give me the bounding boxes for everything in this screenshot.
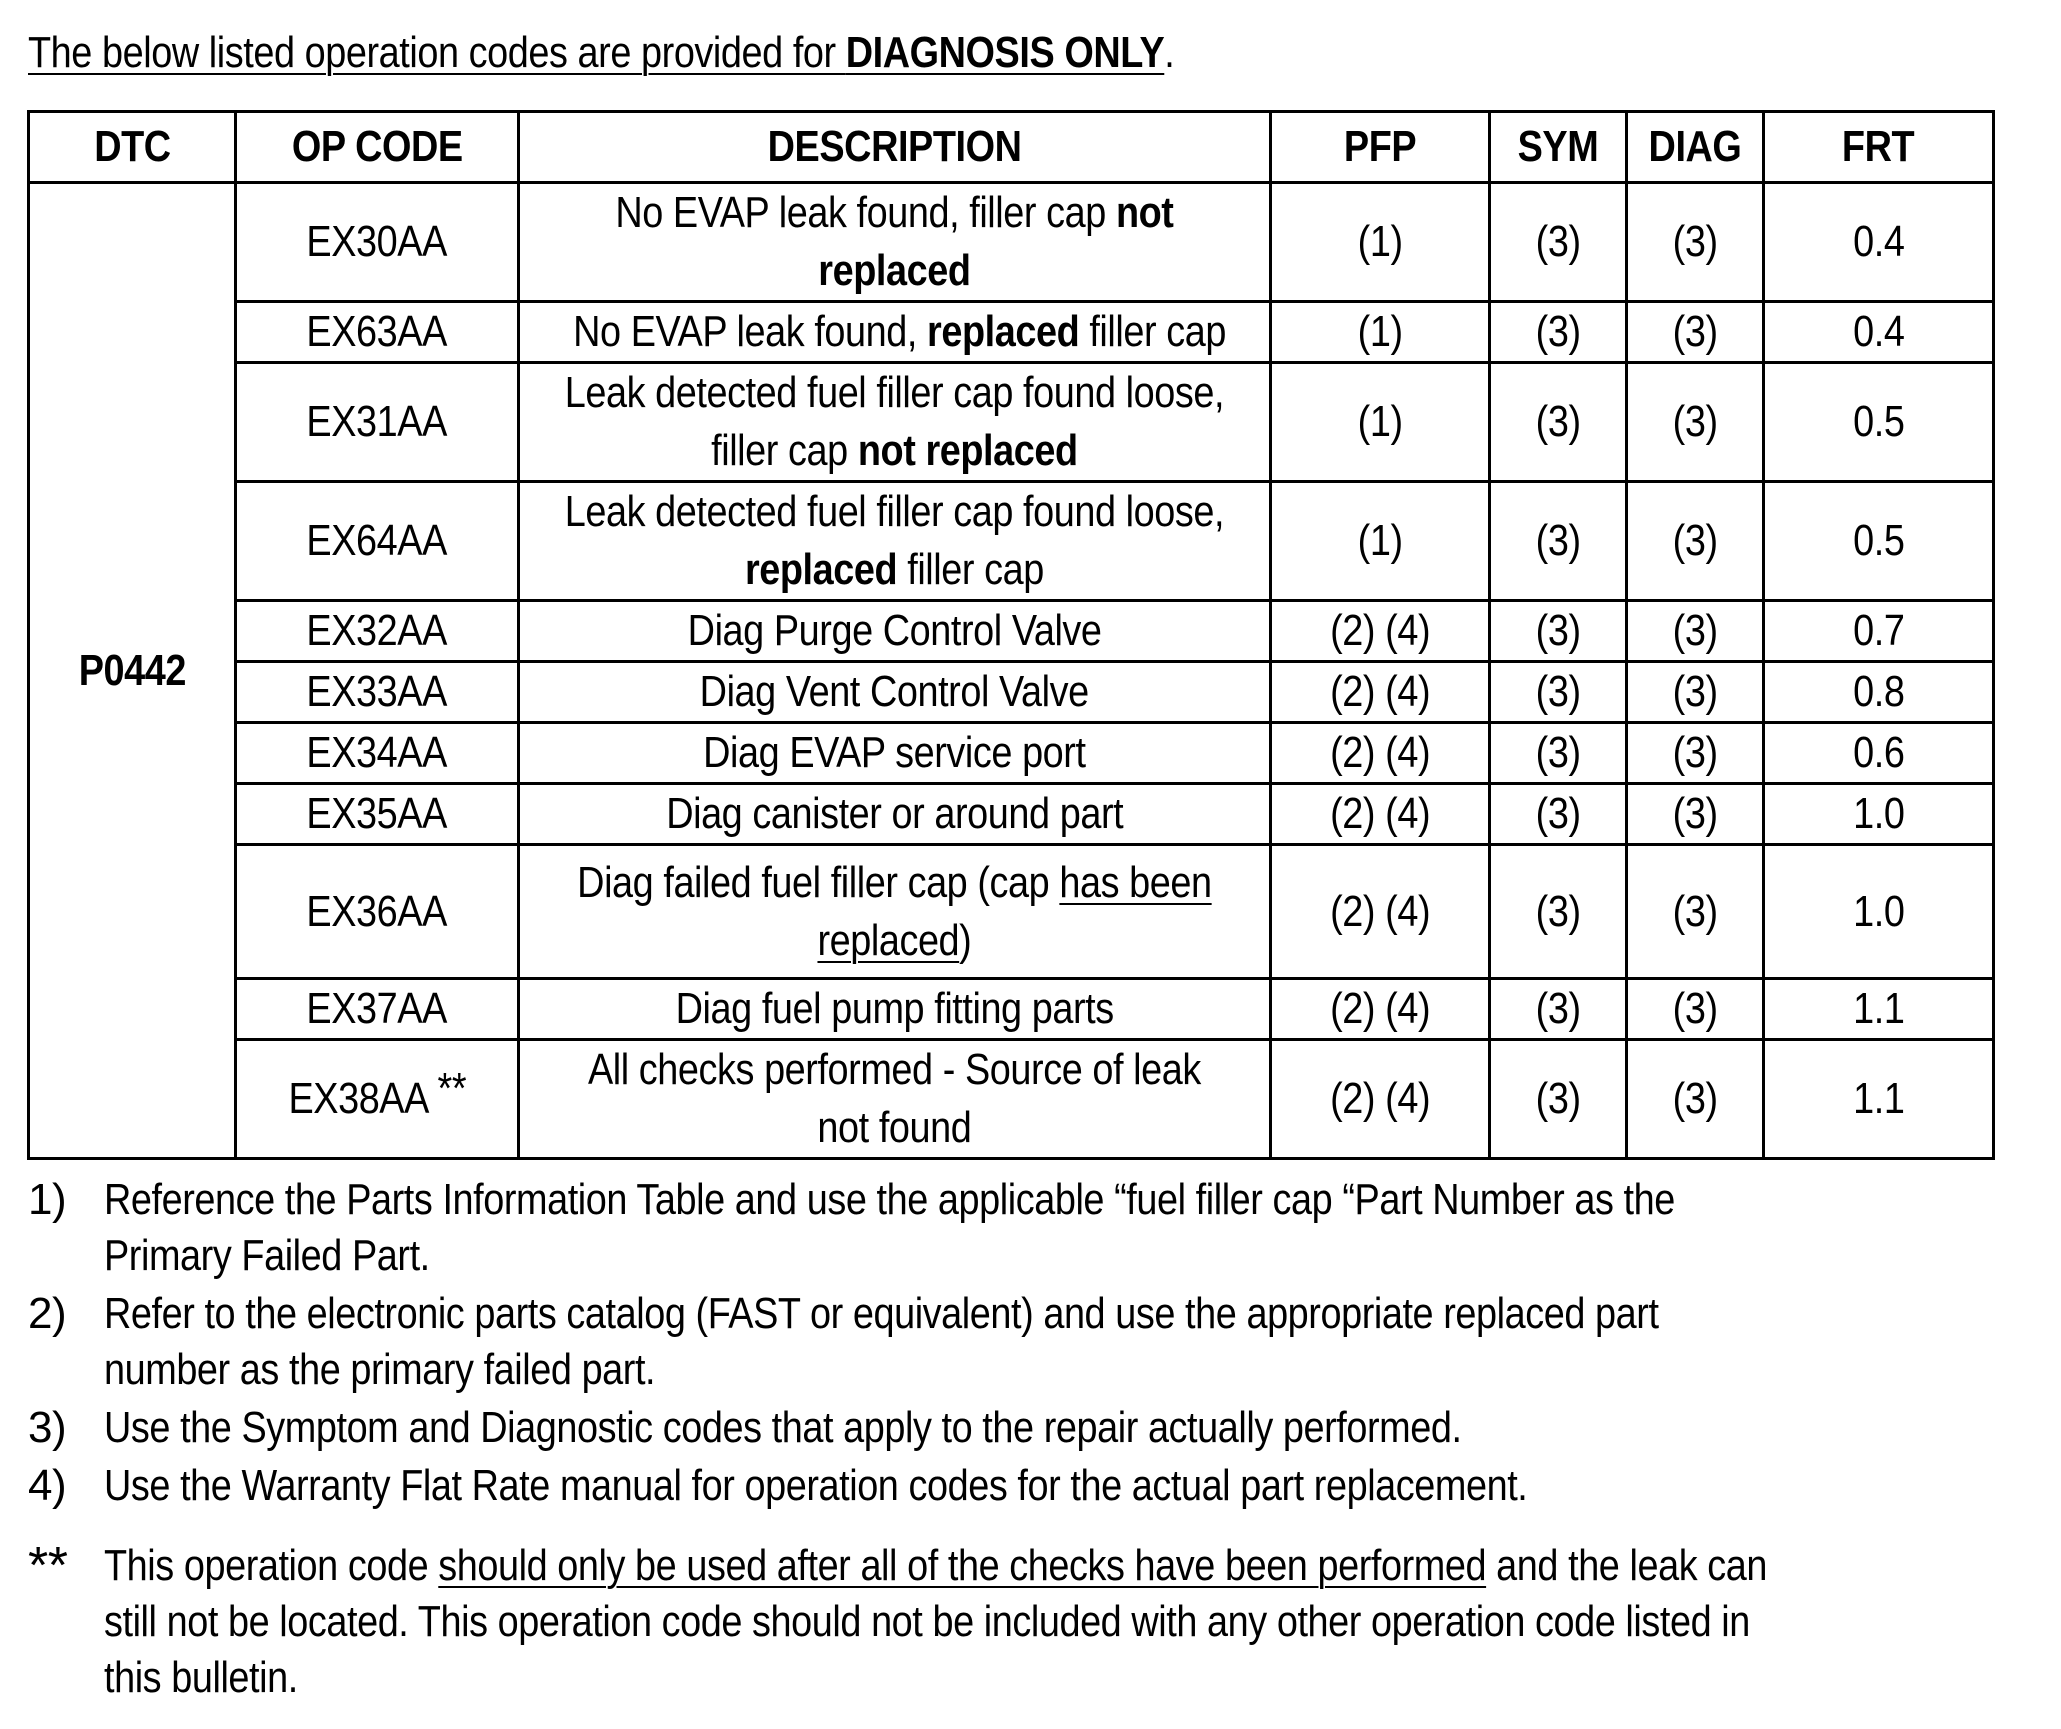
op-code-cell: EX37AA xyxy=(236,979,519,1040)
footnote-number: 3) xyxy=(28,1403,67,1452)
header-op-code: OP CODE xyxy=(236,112,519,183)
sym-cell: (3) xyxy=(1490,302,1627,363)
footnote-text: Use the Symptom and Diagnostic codes that apply to the repair actually performed. xyxy=(104,1403,1462,1452)
frt-cell: 0.4 xyxy=(1764,183,1994,302)
op-code-cell: EX64AA xyxy=(236,482,519,601)
frt-cell: 1.0 xyxy=(1764,784,1994,845)
frt-cell: 0.6 xyxy=(1764,723,1994,784)
footnote-number: 2) xyxy=(28,1289,67,1338)
description-cell: No EVAP leak found, replaced filler cap xyxy=(519,302,1271,363)
description-cell: Leak detected fuel filler cap found loose, replaced filler cap xyxy=(519,482,1271,601)
sym-cell: (3) xyxy=(1490,183,1627,302)
op-code-cell: EX34AA xyxy=(236,723,519,784)
footnote-number: 4) xyxy=(28,1461,67,1510)
table-row xyxy=(29,723,1994,784)
header-pfp: PFP xyxy=(1271,112,1490,183)
footnote-text: Use the Warranty Flat Rate manual for operation codes for the actual part replacement. xyxy=(104,1461,1528,1510)
description-cell: Diag Purge Control Valve xyxy=(519,601,1271,662)
footnote-item xyxy=(28,1458,2038,1514)
pfp-cell: (1) xyxy=(1271,302,1490,363)
frt-cell: 0.7 xyxy=(1764,601,1994,662)
table-row xyxy=(29,662,1994,723)
frt-cell: 0.5 xyxy=(1764,482,1994,601)
intro-text xyxy=(28,24,1174,82)
sym-cell: (3) xyxy=(1490,1040,1627,1159)
op-code-cell: EX36AA xyxy=(236,845,519,979)
op-code-cell: EX32AA xyxy=(236,601,519,662)
pfp-cell: (2) (4) xyxy=(1271,1040,1490,1159)
frt-cell: 0.4 xyxy=(1764,302,1994,363)
pfp-cell: (1) xyxy=(1271,363,1490,482)
table-row xyxy=(29,784,1994,845)
diag-cell: (3) xyxy=(1627,979,1764,1040)
table-row xyxy=(29,1040,1994,1159)
op-code-cell: EX38AA ** xyxy=(236,1040,519,1159)
pfp-cell: (2) (4) xyxy=(1271,662,1490,723)
op-code-cell: EX31AA xyxy=(236,363,519,482)
pfp-cell: (1) xyxy=(1271,482,1490,601)
footnote-item xyxy=(28,1172,2038,1284)
diag-cell: (3) xyxy=(1627,1040,1764,1159)
frt-cell: 0.8 xyxy=(1764,662,1994,723)
table-row xyxy=(29,845,1994,979)
frt-cell: 1.1 xyxy=(1764,1040,1994,1159)
header-sym: SYM xyxy=(1490,112,1627,183)
diag-cell: (3) xyxy=(1627,363,1764,482)
frt-cell: 0.5 xyxy=(1764,363,1994,482)
sym-cell: (3) xyxy=(1490,363,1627,482)
intro-prefix: The below listed operation codes are provided for xyxy=(28,28,846,77)
header-dtc: DTC xyxy=(29,112,236,183)
intro-suffix: . xyxy=(1164,28,1175,77)
op-code-cell: EX63AA xyxy=(236,302,519,363)
sym-cell: (3) xyxy=(1490,979,1627,1040)
sym-cell: (3) xyxy=(1490,845,1627,979)
frt-cell: 1.0 xyxy=(1764,845,1994,979)
pfp-cell: (1) xyxy=(1271,183,1490,302)
footnote-text: Reference the Parts Information Table and use the applicable “fuel filler cap “Part Number as the Primary Failed Part. xyxy=(104,1175,1675,1280)
footnote-item xyxy=(28,1400,2038,1456)
table-row xyxy=(29,363,1994,482)
description-cell: All checks performed - Source of leak not found xyxy=(519,1040,1271,1159)
diag-cell: (3) xyxy=(1627,723,1764,784)
description-cell: Diag fuel pump fitting parts xyxy=(519,979,1271,1040)
description-cell: Diag EVAP service port xyxy=(519,723,1271,784)
description-cell: Diag failed fuel filler cap (cap has been replaced) xyxy=(519,845,1271,979)
table-row xyxy=(29,302,1994,363)
double-asterisk-note xyxy=(28,1538,2038,1706)
diag-cell: (3) xyxy=(1627,302,1764,363)
table-header-row xyxy=(29,112,1994,183)
operation-codes-table xyxy=(27,110,1995,1160)
footnote-text: This operation code should only be used after all of the checks have been performed and the leak can still not be located. This operation code should not be included with any other operation code listed in this bulletin. xyxy=(104,1541,1768,1702)
footnote-item xyxy=(28,1286,2038,1398)
diag-cell: (3) xyxy=(1627,482,1764,601)
diag-cell: (3) xyxy=(1627,845,1764,979)
pfp-cell: (2) (4) xyxy=(1271,784,1490,845)
footnote-number: 1) xyxy=(28,1175,67,1224)
description-cell: Diag Vent Control Valve xyxy=(519,662,1271,723)
header-frt: FRT xyxy=(1764,112,1994,183)
description-cell: Leak detected fuel filler cap found loose, filler cap not replaced xyxy=(519,363,1271,482)
sym-cell: (3) xyxy=(1490,482,1627,601)
dtc-value: P0442 xyxy=(78,645,186,695)
table-row xyxy=(29,183,1994,302)
table-row xyxy=(29,482,1994,601)
pfp-cell: (2) (4) xyxy=(1271,979,1490,1040)
table-row xyxy=(29,979,1994,1040)
footnotes xyxy=(28,1172,2038,1708)
diag-cell: (3) xyxy=(1627,784,1764,845)
table-row xyxy=(29,601,1994,662)
footnote-marker: ** xyxy=(437,1064,466,1113)
header-description: DESCRIPTION xyxy=(519,112,1271,183)
pfp-cell: (2) (4) xyxy=(1271,723,1490,784)
description-cell: No EVAP leak found, filler cap not replaced xyxy=(519,183,1271,302)
sym-cell: (3) xyxy=(1490,601,1627,662)
intro-underlined xyxy=(28,28,1164,77)
diag-cell: (3) xyxy=(1627,662,1764,723)
header-diag: DIAG xyxy=(1627,112,1764,183)
sym-cell: (3) xyxy=(1490,662,1627,723)
dtc-cell xyxy=(29,183,236,1159)
op-code-cell: EX33AA xyxy=(236,662,519,723)
op-code-cell: EX30AA xyxy=(236,183,519,302)
pfp-cell: (2) (4) xyxy=(1271,601,1490,662)
diag-cell: (3) xyxy=(1627,601,1764,662)
footnote-text: Refer to the electronic parts catalog (FAST or equivalent) and use the appropriate replaced part number as the primary failed part. xyxy=(104,1289,1659,1394)
pfp-cell: (2) (4) xyxy=(1271,845,1490,979)
description-cell: Diag canister or around part xyxy=(519,784,1271,845)
op-code-cell: EX35AA xyxy=(236,784,519,845)
diag-cell: (3) xyxy=(1627,183,1764,302)
intro-bold: DIAGNOSIS ONLY xyxy=(845,28,1165,77)
frt-cell: 1.1 xyxy=(1764,979,1994,1040)
sym-cell: (3) xyxy=(1490,723,1627,784)
footnote-marker: ** xyxy=(28,1537,68,1595)
sym-cell: (3) xyxy=(1490,784,1627,845)
